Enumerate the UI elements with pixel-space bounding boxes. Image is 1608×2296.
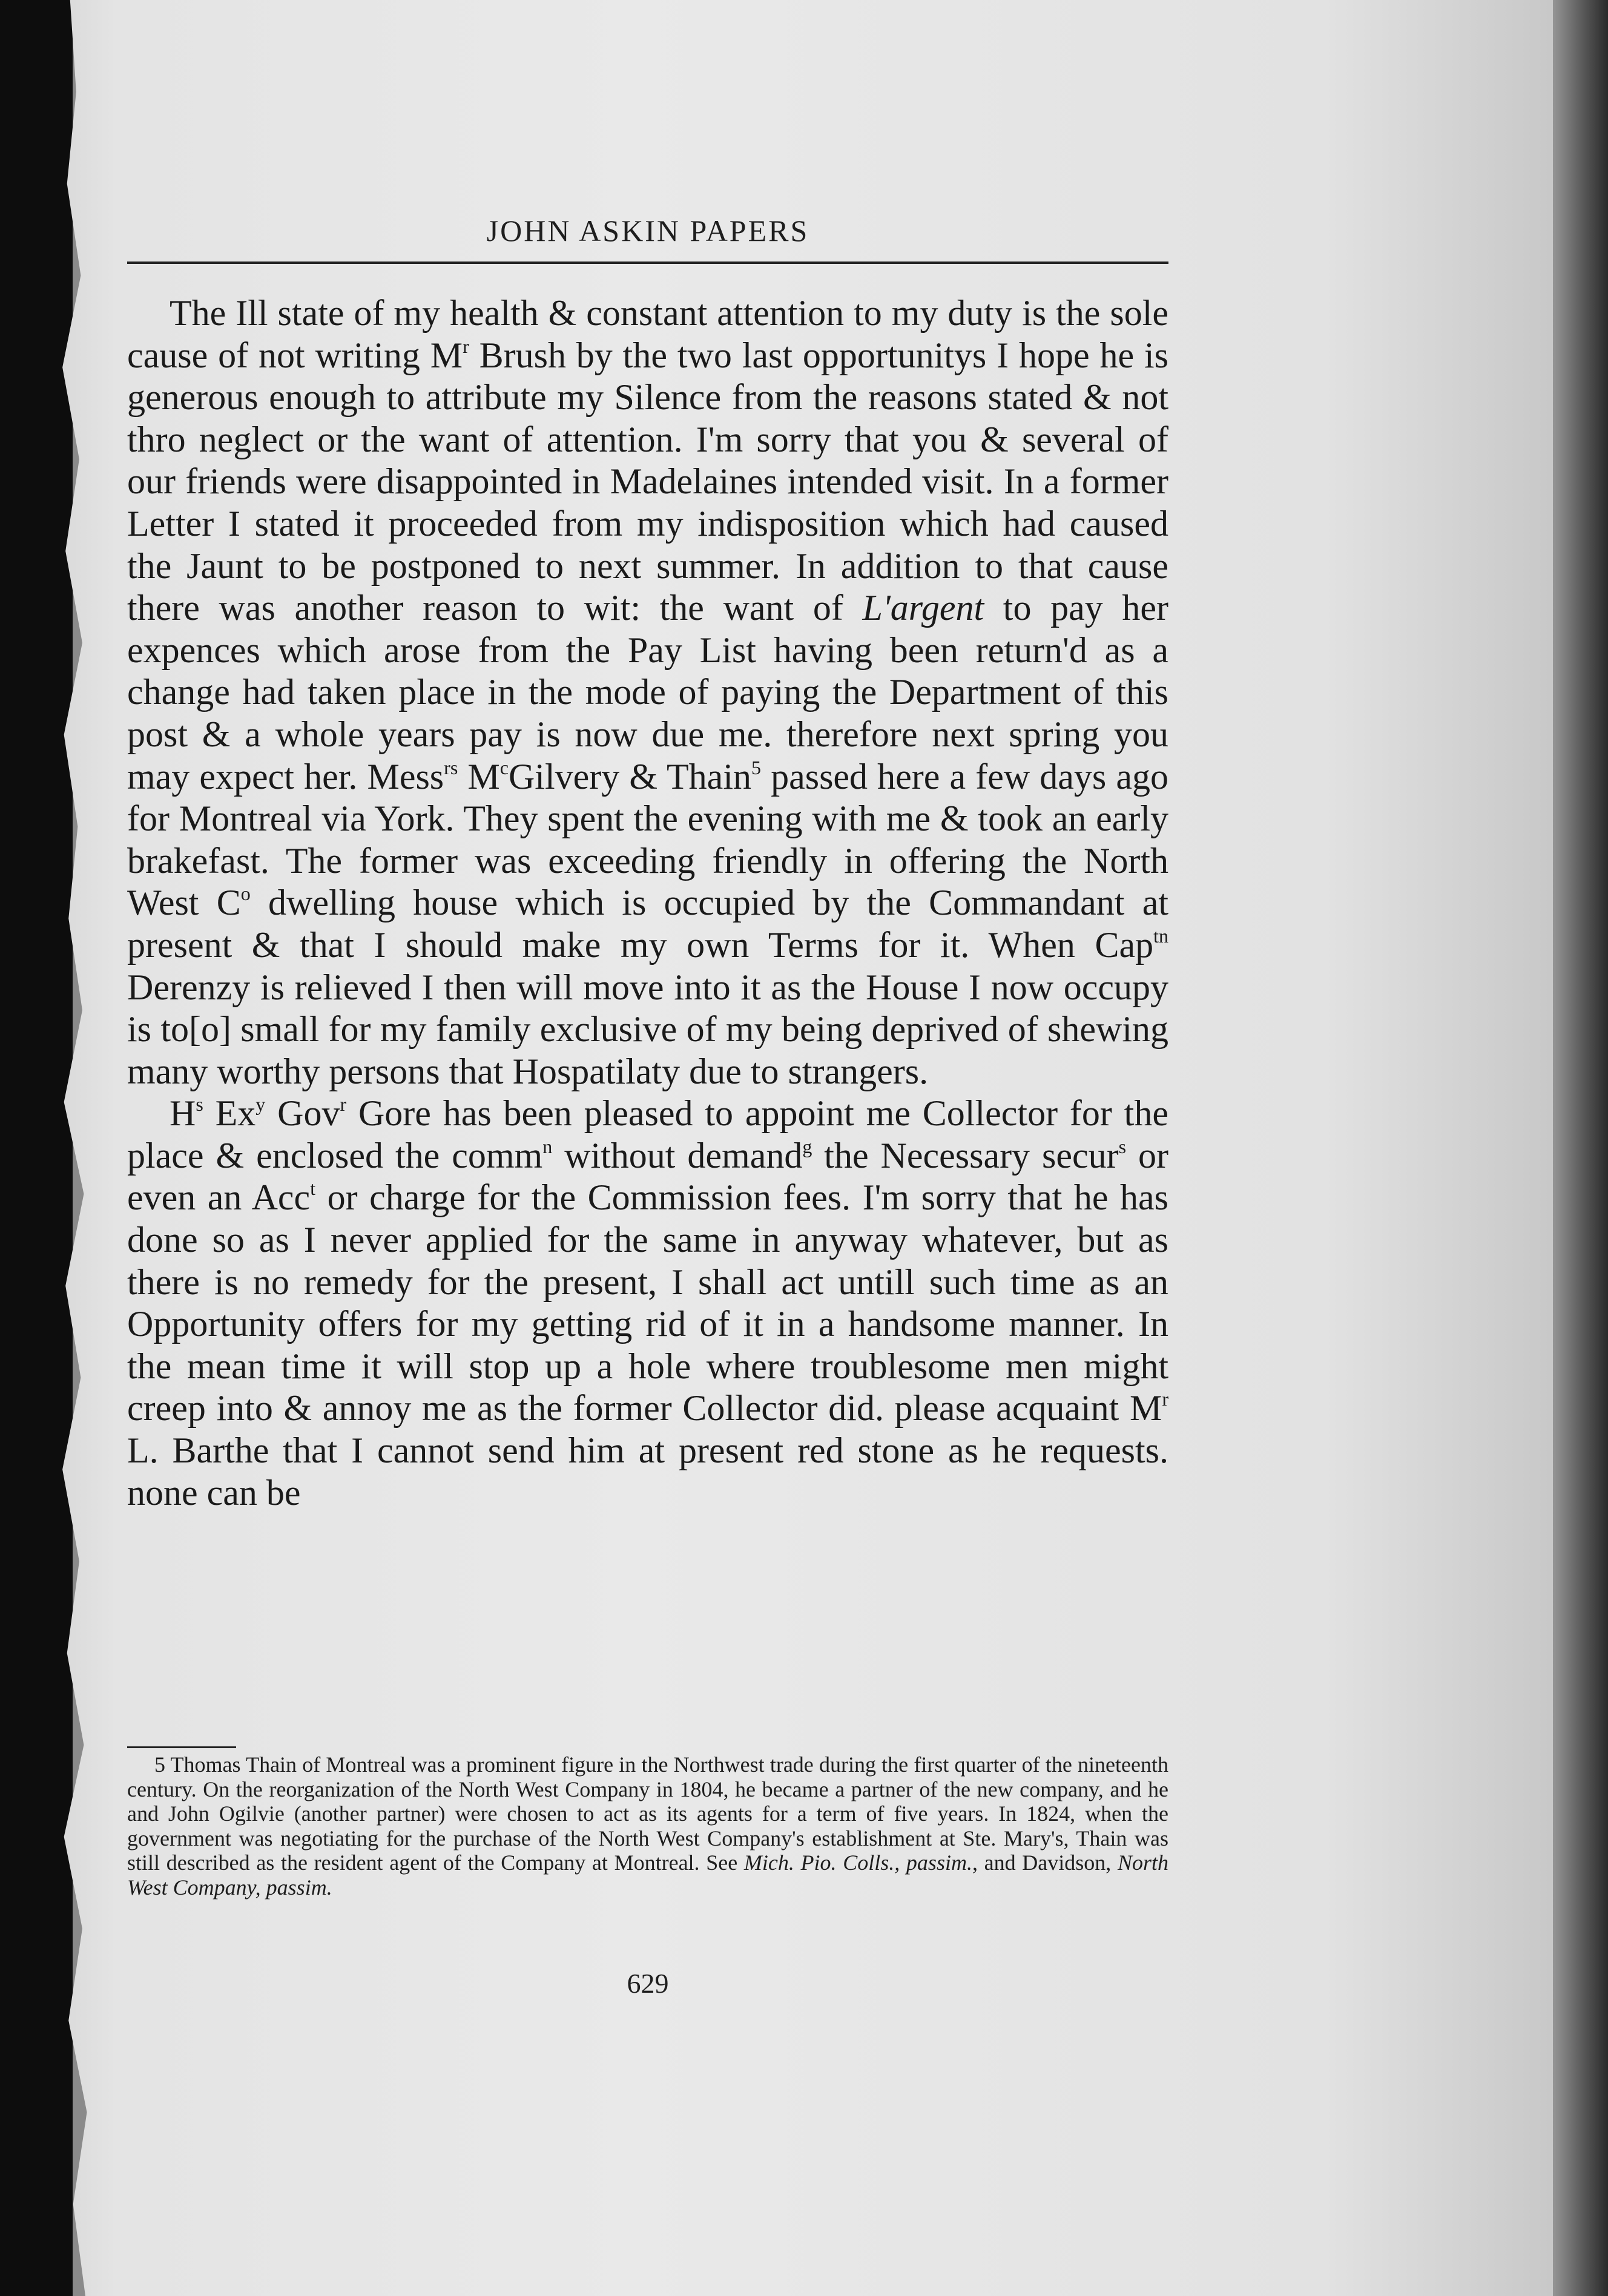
footnote (127, 1752, 1168, 1900)
scan-background-left (0, 0, 73, 2296)
body-paragraph-1: The Ill state of my health & constant attention to my duty is the sole cause of not writing $M^r$ Brush by the two last opportunitys I hope he is generous enough to attribute my Silence from the reasons stated & not thro neglect or the want of attention. I'm sorry that you & several of our friends were disappointed in Madelaines intended visit. In a former Letter I stated it proceeded from my indisposition which had caused the Jaunt to be postponed to next summer. In addition to that cause there was another reason to wit: the want of L'argent to pay her expences which arose from the Pay List having been return'd as a change had taken place in the mode of paying the Department of this post & a whole years pay is now due me. therefore next spring you may expect her. Mess$^{rs}$ $M^cGilvery$ & Thain$^5$ passed here a few days ago for Montreal via York. They spent the evening with me & took an early brakefast. The former was exceeding friendly in offering the North West $C^o$ dwelling house which is occupied by the Commandant at present & that I should make my own Terms for it. When Cap$^{tn}$ Derenzy is relieved I then will move into it as the House I now occupy is to[o] small for my family exclusive of my being deprived of shewing many worthy persons that Hospatilaty due to strangers. (127, 293, 1169, 1091)
footnote-5: 5 Thomas Thain of Montreal was a prominent figure in the Northwest trade during the first quarter of the nineteenth century. On the reorganization of the North West Company in 1804, he became a partner of the new company, and he and John Ogilvie (another partner) were chosen to act as its agents for a term of five years. In 1824, when the government was negotiating for the purchase of the North West Company's establishment at Ste. Mary's, Thain was still described as the resident agent of the Company at Montreal. See Mich. Pio. Colls., passim., and Davidson, North West Company, passim. (127, 1752, 1169, 1900)
footnote-ref-5: 5 (751, 756, 761, 778)
footnote-rule (127, 1746, 236, 1748)
body-paragraph-2: $H^s$ Ex$^y$ Gov$^r$ Gore has been pleased to appoint me Collector for the place & enclosed the comm$^n$ without demand$^g$ the Necessary secur$^s$ or even an Acc$^t$ or charge for the Commission fees. I'm sorry that he has done so as I never applied for the same in anyway whatever, but as there is no remedy for the present, I shall act untill such time as an Opportunity offers for my getting rid of it in a handsome manner. In the mean time it will stop up a hole where troublesome men might creep into & annoy me as the former Collector did. please acquaint $M^r$ L. Barthe that I cannot send him at present red stone as he requests. none can be (127, 1093, 1168, 1513)
header-rule (127, 262, 1168, 264)
page-number: 629 (627, 1968, 669, 1999)
letter-body (127, 292, 1168, 1514)
scan-background-right (1550, 0, 1608, 2296)
running-head: JOHN ASKIN PAPERS (486, 214, 809, 248)
